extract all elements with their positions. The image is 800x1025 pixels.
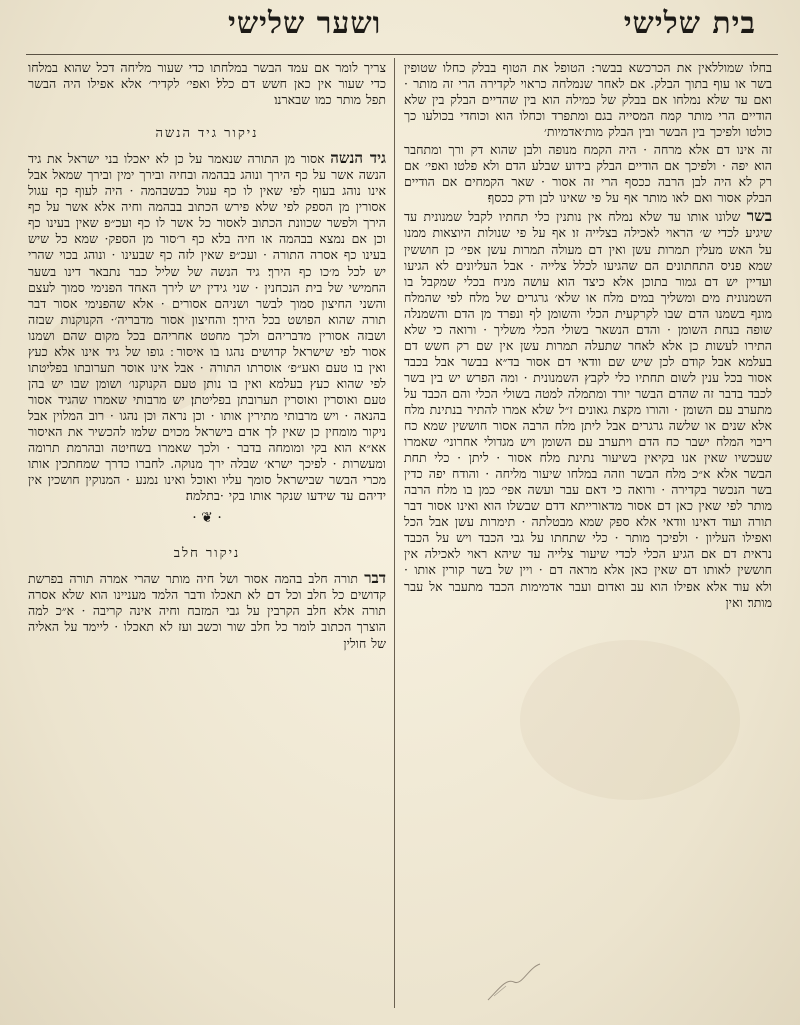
running-head-right: בית שלישי [623, 6, 756, 41]
section-heading: ניקור גיד הנשה [155, 126, 259, 142]
paragraph [404, 208, 772, 610]
pencil-scribble [484, 960, 544, 1004]
paragraph [28, 570, 386, 651]
column-divider [394, 58, 395, 1008]
paragraph: זה אינו דם אלא מרחה · היה הקמח מנופה ולבן שהוא דק ורך ומתחבר הוא יפה · ולפיכך אם הודיים הבלק בידוע שבלע הדם ולא פלטו׃ ואפי׳ אם רק לא היה לבן הרבה ככסף הרי זה אסור · שאר הקמחים אם הודיים הבלק אסור ואם לאו מותר אף על פי שאינו לבן ודק ככסף׃ [404, 142, 772, 206]
paragraph [28, 150, 386, 504]
paragraph-text: שלונו אותו עד שלא נמלח אין נותנין כלי תחתיו לקבל שמנונית עד שיגיע לכדי ש׳ הראוי לאכילה בצלייה זו׃ אף על פי שנולות היוצאות ממנו על האש מעלין תמרות עשן ואין דם מעולה תמרות עשן אפי׳ כן חוששין שמא פניס התחתונים הם שהגיעו לכלל צלייה · אבל העליונים לא הגיעו ועדיין יש דם גמור בתוכן אלא כיצד הוא עושה מניח בכלי שמקבל בו השמנונית מים ומשליך במים מלח או שלא׳ גרגרים של מלח לפי שהמלח מונף בשמנו הדם שבו לקרקעית הכלי והשומן לף ונפרד מן הדם והשמנלה שופה בנחת השומן · והדם הנשאר בשולי הכלי משליך · ורואה כי שלא התירו לעשות כן אלא לאחר שתעלה תמרות עשן אין שם רק חשש דם בעלמא אבל קודם לכן שיש שם וודאי דם אסור בד״א בבשר אבל בכבד אסור בכל ענין לשום תחתיו כלי לקבץ השמנונית · ומה הפרש יש בין בשר לכבד בדבר זה שהדם הבשר יורד ומתמלה למטה בשולי הכלי והם הכבד על מתערב עם השומן · והורו מקצת גאונים ז״ל שלא אמרו להתיר בנתינת מלח אלא שנים או שלשה גרגרים אבל ליתן מלח הרבה אסור חוששין שמא כח ריבוי המלח ישבר כח הדם ויתערב עם השומן ויש מגדולי אחרוני׳ שאמרו שעכשיו שאין אנו בקיאין בשיעור נתינת מלח אסור · ליתן · כלי תחת הבשר אלא א״כ מלח הבשר וזהה במלחו שיעור מליחה · והודח יפה כדין בשר הנכשר בקדירה · ורואה כי דאם עבר ועשה אפי׳ כמן בו מלח הרבה מותר לפי שאין כאן דם אסור מדאורייתא דדם שבשלו הוא ואינו אסור דבר תורה ועוד דאינו וודאי אלא ספק שמא מבטלתה · תימרות עשן אבל הכל ואפילו העליון · ולפיכך מותר · כלי שתחתו על גבי הכבד ויש על הכבד נראית דם אם הגיע הכלי לכדי שיעור צלייה עד שיהא ראוי לאכילה אין חוששין לאותו דם שאין כאן אלא מראה דם · ויין של בשר קורין אותו · ולא עוד אלא אפילו הוא עב ואדום ועבר אדמימות הכבד מתעבר אל עבר מותר׃ ואין [404, 209, 772, 610]
running-header [0, 6, 800, 50]
lead-word: גיד הנשה [330, 149, 386, 168]
spacer [28, 530, 386, 540]
paragraph: צריך לומר אם עמד הבשר במלחתו כדי שעור מליחה דכל שהוא במלחו כדי שעור אין כאן חשש דם כלל׃ ואפי׳ לקדיר׳ אלא אפילו היה הבשר תפל מותר כמו שבארנו׃ [28, 60, 386, 108]
lead-word: דבר [364, 569, 386, 588]
spacer [28, 110, 386, 120]
paragraph-text: תורה חלב בהמה אסור ושל חיה מותר שהרי אמרה תורה בפרשת קדושים כל חלב וכל דם לא תאכלו ודבר הלמד מעניינו הוא שלא אסרה תורה אלא חלב הקרבין על גבי המזבח וחיה אינה קריבה · א״כ למה הוצרך הכתוב לומר כל חלב שור וכשב ועז לא תאכלו · ליימד על האליה של חולין [28, 571, 386, 651]
lead-word: בשר [746, 207, 772, 226]
header-rule [26, 54, 778, 55]
right-column [404, 60, 772, 1005]
running-head-left: ושער שלישי [228, 6, 382, 41]
ornament-divider: · ❦ · [192, 510, 222, 527]
paragraph-text: אסור מן התורה שנאמר על כן לא יאכלו בני ישראל את גיד הנשה אשר על כף הירך ונוהג בבהמה ובחיה ובירך ימין ובירך שמאל אבל אינו נוהג בעוף לפי שאין לו כף עגול כבשבהמה · היה לעוף כף עגול אסורין מן הספק לפי שלא פירש הכתוב בבהמה וחיה אלא אשר על כף הירך ולפשר שכוונת הכתוב לאסור כל אשר לו כף ועכ״פ שאין בעינו כף וכן אם נמצא בבהמה או חיה בלא כף ר׳סור מן הספק· שמא כל שיש בעינו כף אסרה התורה · ועכ״פ שאין לזה כף שבעינו · ונוהג בכוי שהרי יש לכל מ׳כו כף הירך׃ גיד הנשה של שליל כבר נתבאר דינו בשער החמישי של בית הנכחנין · שני גידין יש לירך האחד הפנימי סמוך לעצם והשני החיצון סמוך לבשר ושניהם אסורים · אלא שהפנימי אסור דבר תורה שהוא הפושט בכל הירך׃ והחיצון אסור מדבריה׳· הקנוקנות שבזה ושבזה אסורין מדבריהם ולכך מחטט אחריהם בכל מקום שהם ושמנו אסור לפי שישראל קדושים נהגו בו איסור ׃ גופו של גיד אינו אלא כעץ ואין בו טעם ואע״פ׳ אוסרתו התורה · אבל אינו אוסר תערובתו בפליטתו לפי שהוא כעץ בעלמא ואין בו נותן טעם הקנוקנו׳ ושומן שבו יש בהן טעם ואוסרין ואוסרין תערובתן בפליטתן׃ יש מרבותי שאמרו שהגיד אסור בהנאה · ויש מרבותי מתירין אותו · וכן נראה וכן נהגו · רוב המלוין אבל ניקור מומחין כן שאין לך אדם בישראל מכוים שלמו להכשיר את האיסור אא״א הוא בקי ומומחה בדבר · ולכך שאמרו בשחיטה ובהרמת תרומה ומעשרות · לפיכך ישרא׳ שבלה ירך מנוקה. לחברו כדרך שמחתכין אותו מכרי הבשר שבישראל סומך עליו ואוכל ואינו נמנע · המנוקין חושכין אין ידיהם עד שידעו שנקר אותו בקי ·בתלמה׃ [28, 151, 386, 504]
section-heading: ניקור חלב [173, 546, 241, 562]
paragraph: בחלו שמוללאין את הכרכשא בבשר: הטופל את הטוף בבלק כחלו שטופין בשר או עוף בתוך הבלק. אם לאחר שנמלחה כראוי לקדירה הרי זה מותר · ואם עד שלא נמלחו אם בבלק של כמילה הוא בין שהדיים הבלק בין שלא הודיים הרי מותר קמח המסייה בגם ומתפרד וכחלו הוא וכוחדי בכולעו כך כולטו ולפיכך בין הבשר ובין הבלק מות׳אדמיות׳ [404, 60, 772, 140]
left-column [28, 60, 386, 1005]
